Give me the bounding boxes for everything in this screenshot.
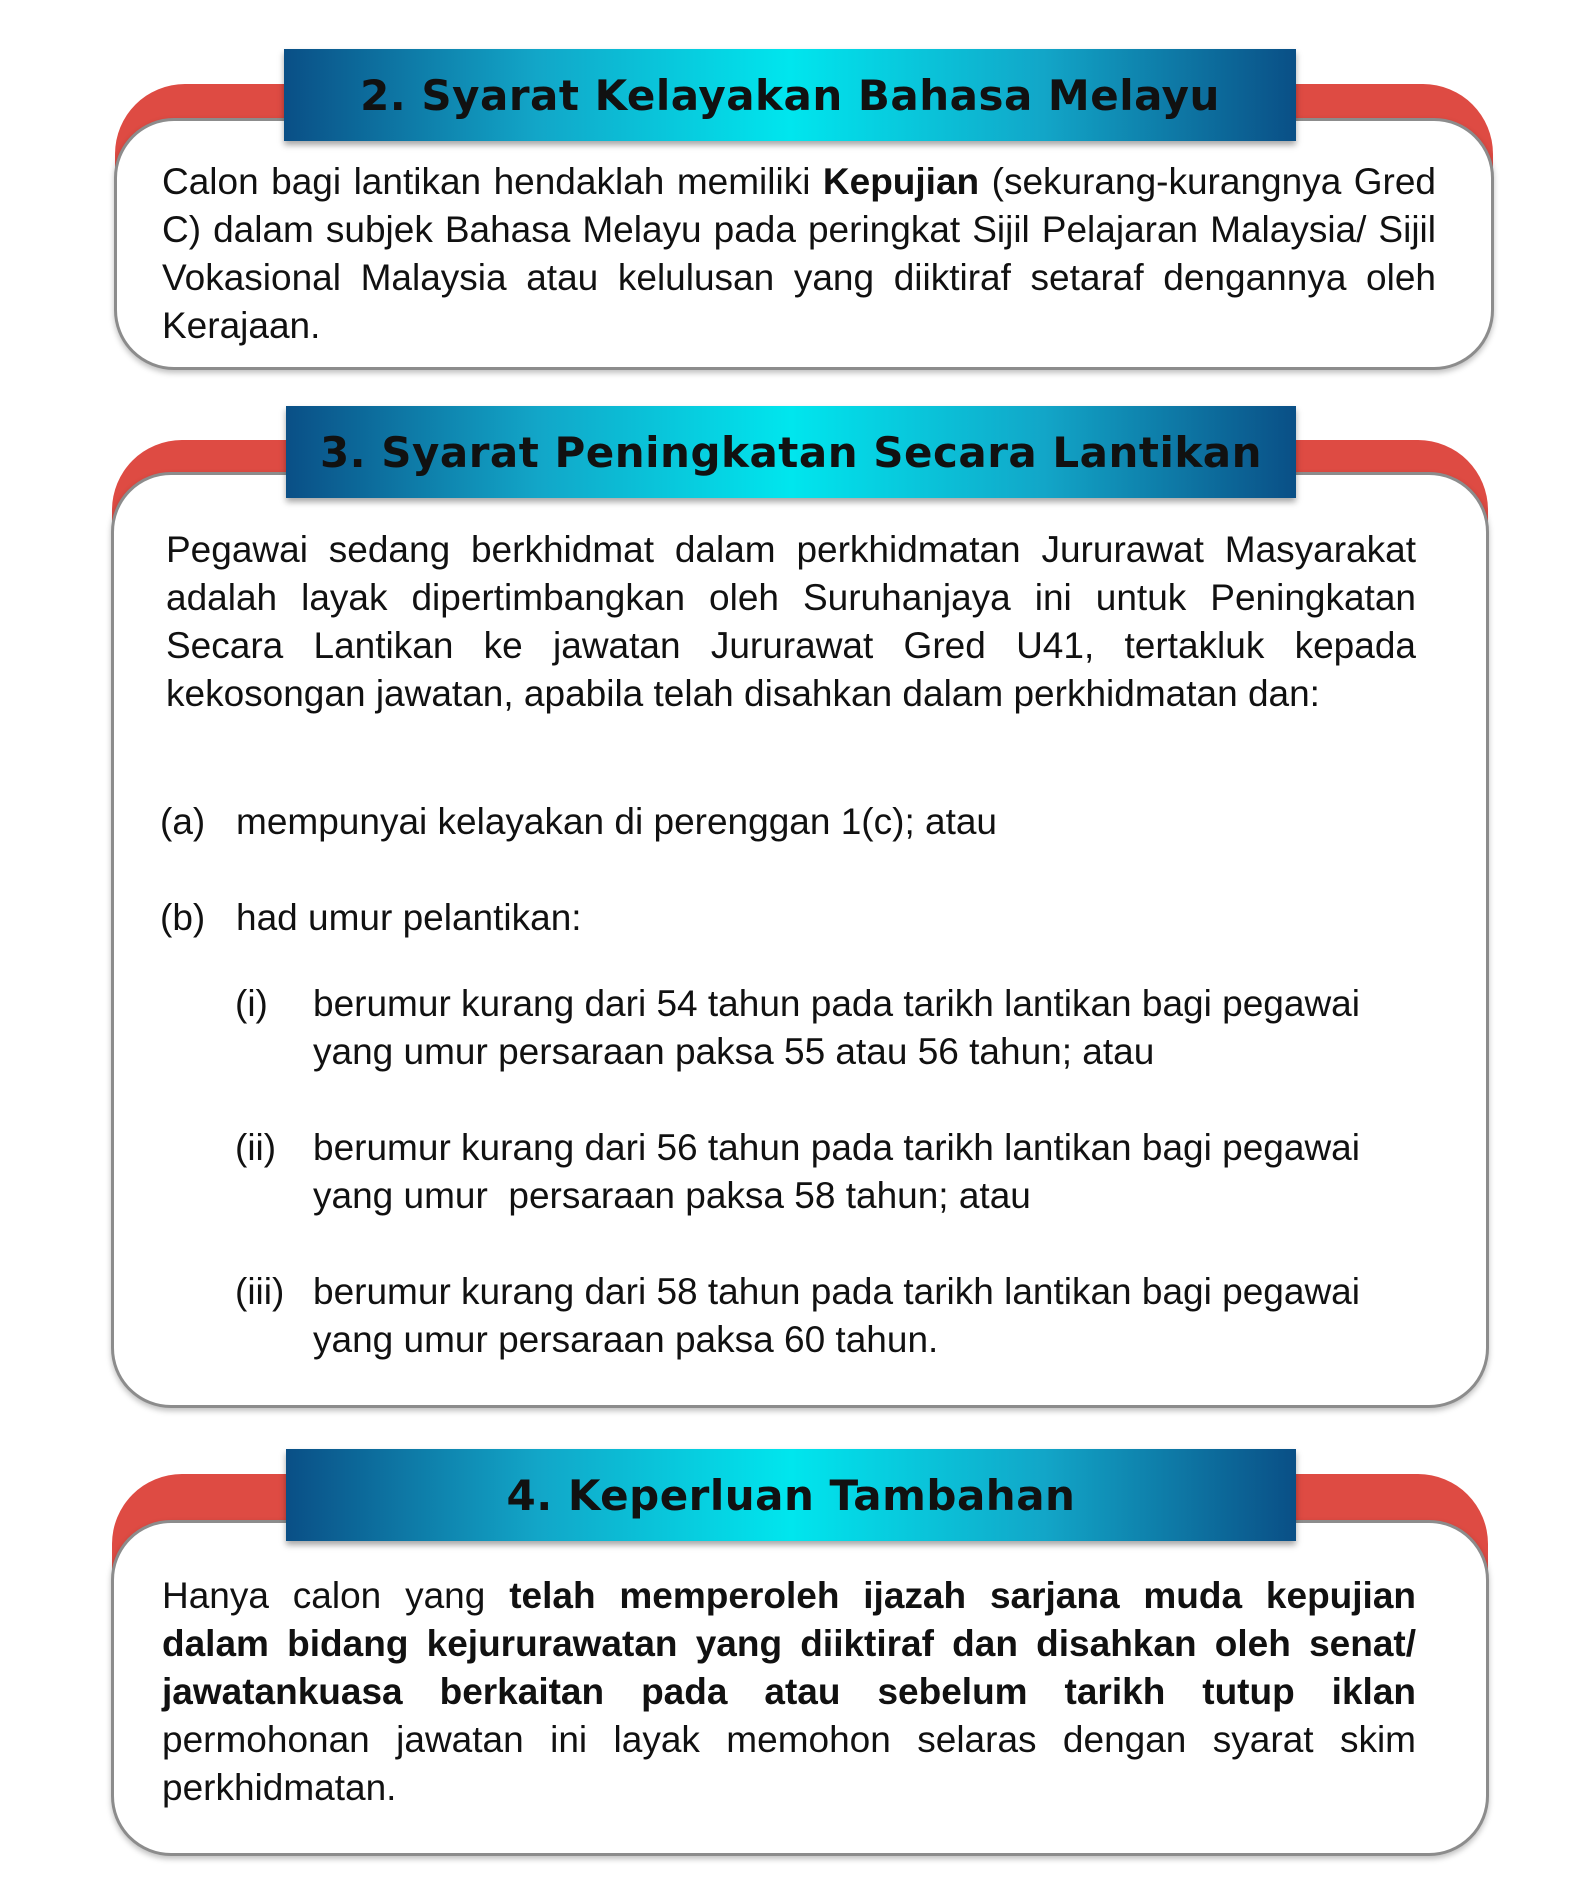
section-3-intro-text: Pegawai sedang berkhidmat dalam perkhidmatan Jururawat Masyarakat adalah layak dipertimbangkan oleh Suruhanjaya ini untuk Peningkatan Secara Lantikan ke jawatan Jururawat Gred U41, tertakluk kepada kekosongan jawatan, apabila telah disahkan dalam perkhidmatan dan: <box>166 529 1416 714</box>
section-4-heading: 4. Keperluan Tambahan <box>506 1470 1076 1520</box>
section-2-text-part-1: Calon bagi lantikan hendaklah memiliki <box>162 161 823 202</box>
subitem-i-label: (i) <box>235 983 268 1024</box>
section-3-subitem-ii <box>235 1124 1435 1220</box>
subitem-ii-line-2: yang umur persaraan paksa 58 tahun; atau <box>313 1175 1031 1216</box>
subitem-iii-line-1: berumur kurang dari 58 tahun pada tarikh lantikan bagi pegawai <box>313 1271 1360 1312</box>
item-b-label: (b) <box>160 897 206 938</box>
section-4-heading-banner <box>286 1449 1296 1541</box>
subitem-iii-label: (iii) <box>235 1271 285 1312</box>
item-b-text: had umur pelantikan: <box>236 897 582 938</box>
section-2-text-part-2: (sekurang-kurangnya Gred C) dalam subjek Bahasa Melayu pada peringkat Sijil Pelajaran Malaysia/ Sijil Vokasional Malaysia atau kelulusan yang diiktiraf setaraf dengannya oleh Kerajaan. <box>162 161 1436 346</box>
section-4-text-part-1: Hanya calon yang <box>162 1575 510 1616</box>
subitem-ii-label: (ii) <box>235 1127 277 1168</box>
item-a-label: (a) <box>160 801 206 842</box>
subitem-ii-line-1: berumur kurang dari 56 tahun pada tarikh lantikan bagi pegawai <box>313 1127 1360 1168</box>
section-3-item-a <box>160 798 1420 846</box>
section-3-heading: 3. Syarat Peningkatan Secara Lantikan <box>319 427 1263 477</box>
subitem-i-line-2: yang umur persaraan paksa 55 atau 56 tahun; atau <box>313 1031 1155 1072</box>
section-2-heading-banner <box>284 49 1296 141</box>
subitem-i-line-1: berumur kurang dari 54 tahun pada tarikh lantikan bagi pegawai <box>313 983 1360 1024</box>
section-3-subitem-iii <box>235 1268 1435 1364</box>
section-4-text-part-2: permohonan jawatan ini layak memohon selaras dengan syarat skim perkhidmatan. <box>162 1719 1416 1808</box>
section-4-text-bold: telah memperoleh ijazah sarjana muda kepujian dalam bidang kejururawatan yang diiktiraf dan disahkan oleh senat/ jawatankuasa berkaitan pada atau sebelum tarikh tutup iklan <box>162 1575 1417 1712</box>
item-a-text: mempunyai kelayakan di perenggan 1(c); atau <box>236 801 998 842</box>
section-4-text <box>162 1572 1416 1812</box>
section-2-heading: 2. Syarat Kelayakan Bahasa Melayu <box>360 70 1220 120</box>
subitem-iii-line-2: yang umur persaraan paksa 60 tahun. <box>313 1319 939 1360</box>
section-3-subitem-i <box>235 980 1435 1076</box>
section-3-heading-banner <box>286 406 1296 498</box>
section-2-text-bold: Kepujian <box>822 161 980 202</box>
section-2-text <box>162 158 1436 350</box>
section-3-item-b <box>160 894 1420 942</box>
